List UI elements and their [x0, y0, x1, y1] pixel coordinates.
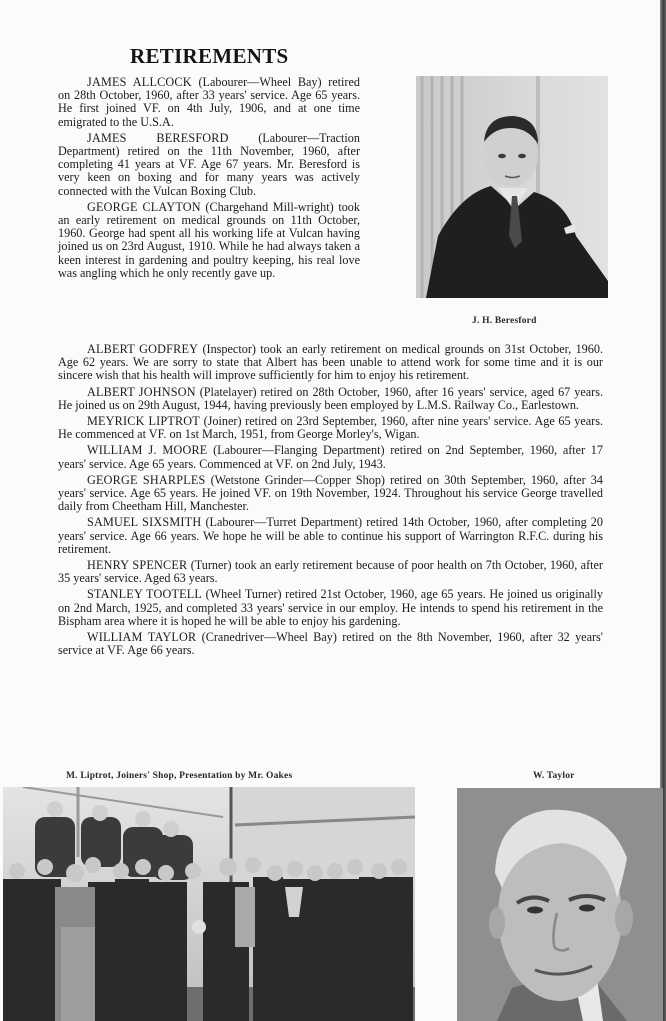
photo-beresford-portrait: [416, 76, 608, 298]
article-column-narrow: [58, 76, 360, 283]
portrait-illustration: [416, 76, 608, 298]
page-title: RETIREMENTS: [130, 44, 289, 68]
retirement-entry-moore: [58, 444, 603, 470]
retiree-name: HENRY SPENCER: [87, 558, 188, 573]
retiree-name: JAMES BERESFORD: [87, 130, 229, 145]
retiree-name: JAMES ALLCOCK: [87, 75, 192, 89]
retiree-details: (Platelayer) retired on 28th October, 1960, after 16 years' service, aged 67 years. He joined us on 29th August, 1944, having previously been employed by L.M.S. Railway Co., Earlestown.: [58, 384, 603, 412]
retiree-details: (Chargehand Mill-wright) took an early retirement on medical grounds on 11th October, 1960. George had spent all his working life at Vulcan having joined us on 23rd August, 1910. While he had always taken a keen interest in gardening and poultry keeping, his real love was angling which he only recently gave up.: [58, 199, 360, 280]
retiree-name: SAMUEL SIXSMITH: [87, 515, 202, 530]
retiree-name: WILLIAM J. MOORE: [87, 443, 208, 458]
retiree-details: (Inspector) took an early retirement on medical grounds on 31st October, 1960. Age 62 years. We are sorry to state that Albert has been unable to attend work for some time and it is our sincere wish that his health will improve sufficiently for him to enjoy his retirement.: [58, 342, 603, 383]
retiree-details: (Joiner) retired on 23rd September, 1960, after nine years' service. Age 65 years. He commenced at VF. on 1st March, 1951, from George Morley's, Wigan.: [58, 414, 603, 442]
retiree-details: (Labourer—Flanging Department) retired on 2nd September, 1960, after 17 years' service. Age 65 years. Commenced at VF. on 2nd July, 1943.: [58, 443, 603, 471]
retiree-name: ALBERT JOHNSON: [87, 384, 196, 399]
retiree-name: GEORGE SHARPLES: [87, 472, 206, 487]
photo-group-presentation: [3, 787, 415, 1021]
retirement-entry-liptrot: [58, 415, 603, 441]
photo-taylor-portrait: [457, 788, 663, 1021]
retiree-name: ALBERT GODFREY: [87, 342, 199, 356]
retirement-entry-johnson: [58, 386, 603, 412]
retiree-name: WILLIAM TAYLOR: [87, 630, 197, 645]
retiree-details: (Wetstone Grinder—Copper Shop) retired on 30th September, 1960, after 34 years' service. Age 65 years. He joined VF. on 19th November, 1924. Throughout his service George travelled daily from Cheetham Hill, Manchester.: [58, 472, 603, 514]
retirement-entry-sixsmith: [58, 516, 603, 556]
retirement-entry-beresford: [58, 132, 360, 198]
retiree-details: (Wheel Turner) retired 21st October, 1960, age 65 years. He joined us originally on 2nd March, 1925, and completed 33 years' service in our employ. He intends to spend his retirement in the Bispham area where it is hoped he will be able to enjoy his gardening.: [58, 587, 603, 628]
retiree-name: MEYRICK LIPTROT: [87, 414, 200, 429]
caption-group-photo: M. Liptrot, Joiners' Shop, Presentation by Mr. Oakes: [66, 771, 293, 781]
retiree-details: (Labourer—Turret Department) retired 14th October, 1960, after completing 20 years' service. Age 66 years. We hope he will be able to continue his support of Warrington R.F.C. during his retirement.: [58, 515, 603, 556]
retirement-entry-spencer: [58, 559, 603, 585]
retirement-entry-clayton: [58, 201, 360, 280]
retiree-details: (Labourer—Traction Department) retired on the 11th November, 1960, after completing 41 years at VF. Age 67 years. Mr. Beresford is very keen on boxing and for many years was actively connected with the Vulcan Boxing Club.: [58, 130, 360, 198]
caption-taylor: W. Taylor: [533, 771, 575, 781]
retiree-name: GEORGE CLAYTON: [87, 199, 201, 214]
retiree-details: (Cranedriver—Wheel Bay) retired on the 8th November, 1960, after 32 years' service at VF. Age 66 years.: [58, 630, 603, 658]
caption-beresford: J. H. Beresford: [472, 316, 537, 326]
article-column-wide: [58, 343, 603, 660]
retirement-entry-tootell: [58, 588, 603, 628]
retiree-details: (Labourer—Wheel Bay) retired on 28th October, 1960, after 33 years' service. Age 65 years. He first joined VF. on 4th July, 1906, and at one time emigrated to the U.S.A.: [58, 75, 360, 129]
retiree-name: STANLEY TOOTELL: [87, 587, 203, 602]
retirement-entry-allcock: [58, 76, 360, 129]
retirement-entry-sharples: [58, 474, 603, 514]
retirement-entry-godfrey: [58, 343, 603, 383]
group-photo-illustration: [3, 787, 415, 1021]
retirement-entry-taylor: [58, 631, 603, 657]
retiree-details: (Turner) took an early retirement because of poor health on 7th October, 1960, after 35 years' service. Aged 63 years.: [58, 558, 603, 586]
portrait-illustration: [457, 788, 663, 1021]
